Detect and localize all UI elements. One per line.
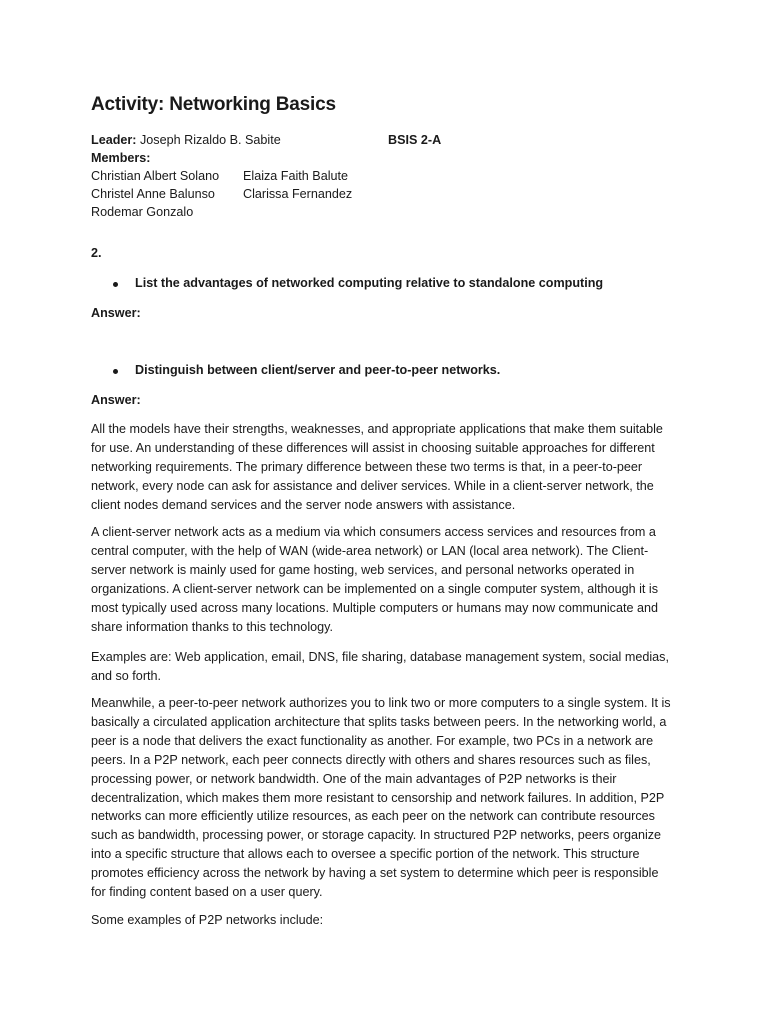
question-prompt [113, 276, 604, 290]
members-label: Members: [91, 151, 151, 165]
member-row [91, 203, 671, 221]
bullet-icon [113, 369, 118, 374]
body-paragraph: Some examples of P2P networks include: [91, 913, 324, 927]
bullet-icon [113, 282, 118, 287]
member-row [91, 167, 671, 185]
body-paragraph: A client-server network acts as a medium via which consumers access services and resources from a central computer, with the help of WAN (wide-area network) or LAN (local area network). The Client-server network is mainly used for game hosting, web services, and personal networks operated in organizations. A client-server network can be implemented on a single computer system, although it is most typically used across many locations. Multiple computers or humans may now communicate and share information thanks to this technology. [91, 525, 659, 634]
answer-label: Answer: [91, 393, 141, 407]
question-prompt-text: Distinguish between client/server and peer-to-peer networks. [135, 363, 501, 377]
question-prompt [113, 363, 501, 377]
member-name: Rodemar Gonzalo [91, 205, 194, 219]
member-name: Elaiza Faith Balute [243, 169, 349, 183]
body-paragraph: Meanwhile, a peer-to-peer network authorizes you to link two or more computers to a single system. It is basically a circulated application architecture that splits tasks between peers. In the networking world, a peer is a node that delivers the exact functionality as another. For example, two PCs in a network are peers. In a P2P network, each peer connects directly with others and shares resources such as files, processing power, or network bandwidth. One of the main advantages of P2P networks is their decentralization, which makes them more resistant to censorship and network failures. In addition, P2P networks can more efficiently utilize resources, as each peer on the network can contribute resources such as bandwidth, processing power, or storage capacity. In structured P2P networks, peers organize into a specific structure that allows each to oversee a specific portion of the network. This structure promotes efficiency across the network by having a set system to determine which peer is responsible for finding content based on a user query. [91, 696, 671, 900]
document-title: Activity: Networking Basics [91, 94, 336, 115]
leader-row [91, 131, 671, 149]
member-name: Clarissa Fernandez [243, 187, 353, 201]
leader-label: Leader: [91, 133, 137, 147]
member-row [91, 185, 671, 203]
leader-name: Joseph Rizaldo B. Sabite [140, 133, 281, 147]
member-name: Christel Anne Balunso [91, 187, 215, 201]
group-info [91, 131, 671, 221]
members-label-row [91, 149, 671, 167]
body-paragraph: All the models have their strengths, weaknesses, and appropriate applications that make them suitable for use. An understanding of these differences will assist in choosing suitable approaches for different networking requirements. The primary difference between these two terms is that, in a peer-to-peer network, every node can ask for assistance and deliver services. While in a client-server network, the client nodes demand services and the server node answers with assistance. [91, 422, 663, 512]
section-label: BSIS 2-A [388, 133, 442, 147]
member-name: Christian Albert Solano [91, 169, 220, 183]
question-number: 2. [91, 246, 102, 260]
question-prompt-text: List the advantages of networked computing relative to standalone computing [135, 276, 604, 290]
body-paragraph: Examples are: Web application, email, DNS, file sharing, database management system, social medias, and so forth. [91, 650, 669, 683]
answer-label: Answer: [91, 306, 141, 320]
